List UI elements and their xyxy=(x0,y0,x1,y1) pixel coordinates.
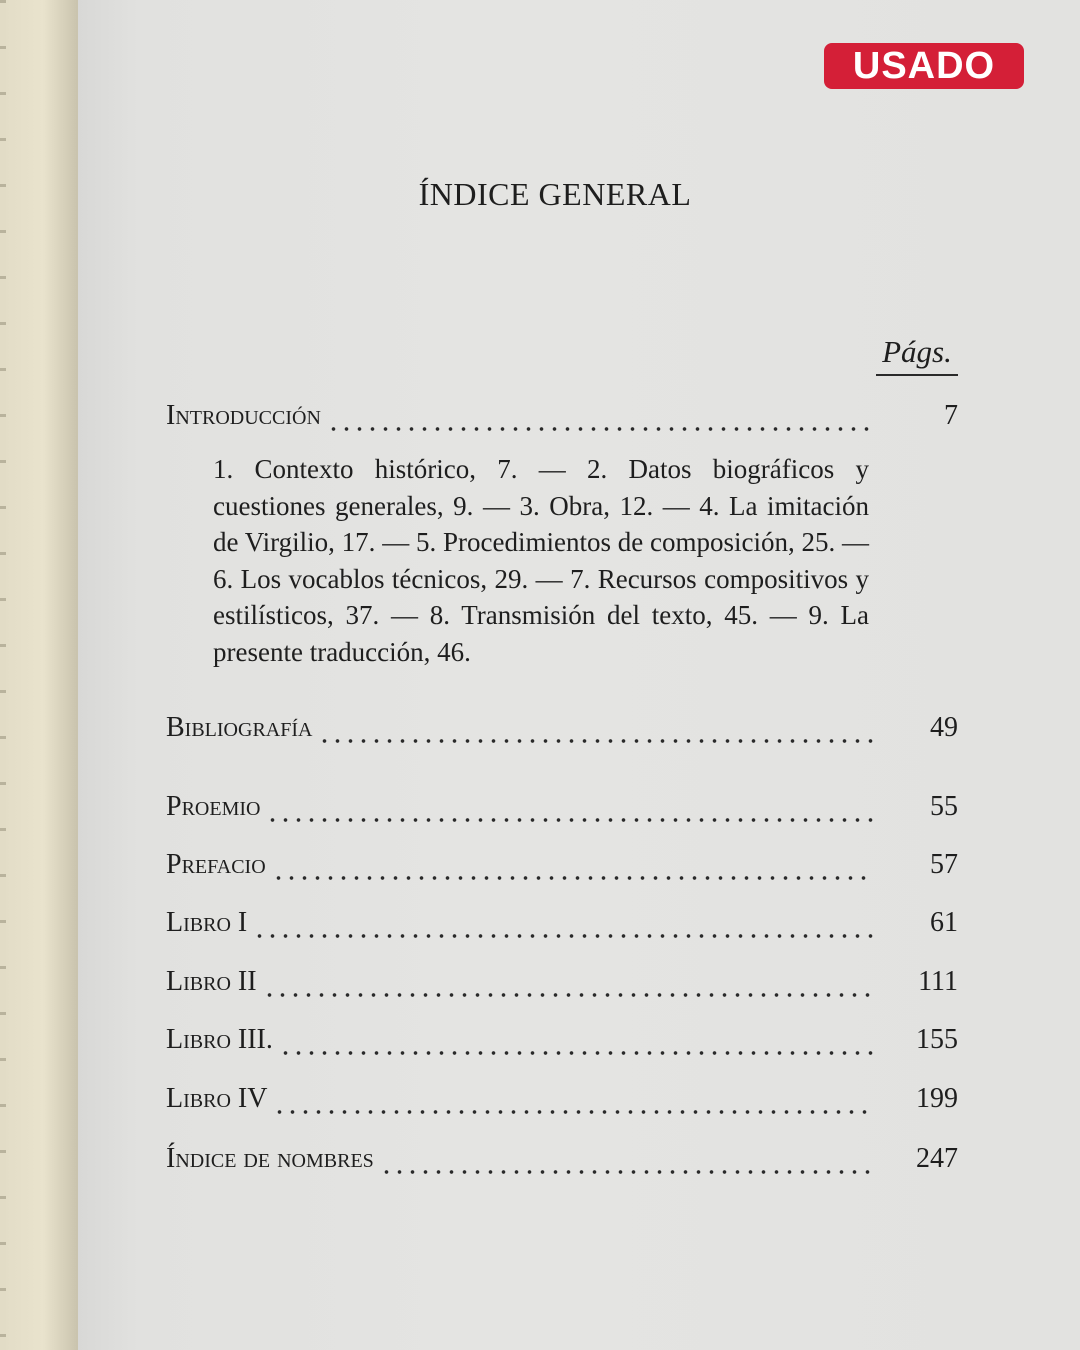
toc-entry-page: 7 xyxy=(944,400,958,431)
toc-entry-libro-iii xyxy=(166,1020,958,1060)
page-edges xyxy=(0,0,6,1350)
dot-leader xyxy=(318,708,874,748)
toc-entry-label: Bibliografía xyxy=(166,712,313,743)
dot-leader xyxy=(380,1139,874,1179)
dot-leader xyxy=(273,1079,874,1119)
dot-leader xyxy=(263,962,874,1002)
page-title: ÍNDICE GENERAL xyxy=(418,176,692,212)
toc-entry-libro-iv xyxy=(166,1079,958,1119)
toc-entry-label: Introducción xyxy=(166,400,321,431)
toc-entry-proemio xyxy=(166,787,958,827)
toc-entry-libro-ii xyxy=(166,962,958,1002)
toc-entry-bibliografia xyxy=(166,708,958,748)
toc-entry-label: Libro III. xyxy=(166,1024,273,1055)
dot-leader xyxy=(266,787,874,827)
dot-leader xyxy=(327,396,874,436)
toc-entry-libro-i xyxy=(166,903,958,943)
toc-entry-indice-de-nombres xyxy=(166,1139,958,1179)
toc-entry-label: Prefacio xyxy=(166,849,266,880)
used-badge: USADO xyxy=(824,43,1024,89)
toc-entry-prefacio xyxy=(166,845,958,885)
toc-entry-label: Libro I xyxy=(166,907,248,938)
toc-entry-label: Índice de nombres xyxy=(166,1143,374,1174)
toc-entry-page: 49 xyxy=(930,712,958,743)
toc-entry-label: Libro II xyxy=(166,966,257,997)
dot-leader xyxy=(253,903,874,943)
toc-entry-introduccion xyxy=(166,396,958,436)
toc-entry-page: 155 xyxy=(916,1024,958,1055)
dot-leader xyxy=(279,1020,874,1060)
toc-entry-label: Libro IV xyxy=(166,1083,268,1114)
toc-entry-page: 61 xyxy=(930,907,958,938)
pages-column-header: Págs. xyxy=(876,334,958,376)
toc-entry-page: 111 xyxy=(918,966,958,997)
toc-entry-page: 247 xyxy=(916,1143,958,1174)
toc-entry-page: 199 xyxy=(916,1083,958,1114)
introduction-contents: 1. Contexto histórico, 7. — 2. Datos biográficos y cuestiones generales, 9. — 3. Obra, 12. — 4. La imitación de Virgilio, 17. — 5. Procedimientos de composición, 25. — 6. Los vocablos técnicos, 29. — 7. Recursos compositivos y estilísticos, 37. — 8. Transmisión del texto, 45. — 9. La presente traducción, 46. xyxy=(213,454,869,667)
toc-entry-label: Proemio xyxy=(166,791,261,822)
book-spine-edge xyxy=(0,0,78,1350)
toc-entry-page: 57 xyxy=(930,849,958,880)
dot-leader xyxy=(272,845,874,885)
toc-entry-page: 55 xyxy=(930,791,958,822)
